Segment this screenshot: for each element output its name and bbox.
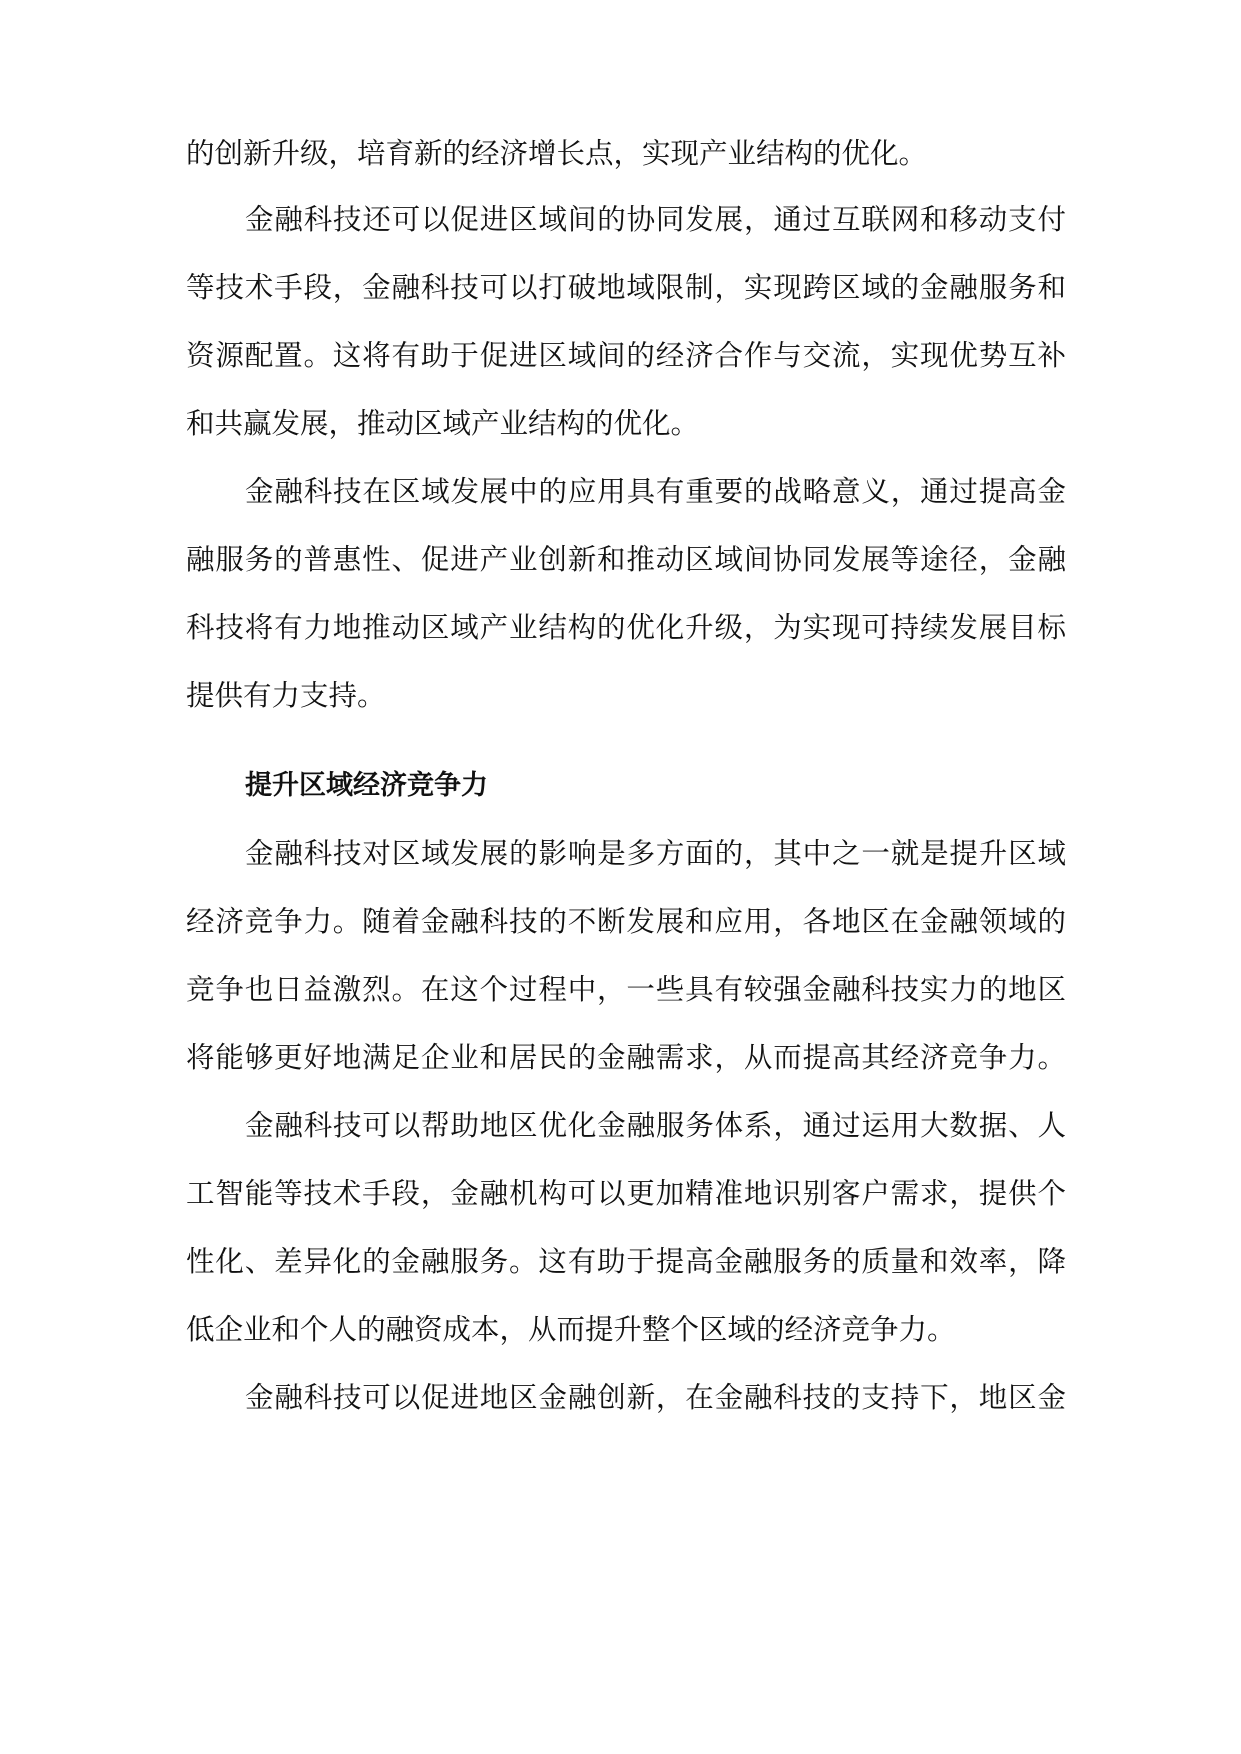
text-line: 工智能等技术手段，金融机构可以更加精准地识别客户需求，提供个 (186, 1177, 1066, 1210)
text-line: 资源配置。这将有助于促进区域间的经济合作与交流，实现优势互补 (186, 339, 1066, 372)
text-line: 等技术手段，金融科技可以打破地域限制，实现跨区域的金融服务和 (186, 271, 1066, 304)
text-line: 经济竞争力。随着金融科技的不断发展和应用，各地区在金融领域的 (186, 905, 1066, 938)
text-line: 将能够更好地满足企业和居民的金融需求，从而提高其经济竞争力。 (186, 1041, 1066, 1074)
section-heading: 提升区域经济竞争力 (245, 770, 488, 801)
text-line: 金融科技可以帮助地区优化金融服务体系，通过运用大数据、人 (245, 1109, 1066, 1142)
text-line: 金融科技还可以促进区域间的协同发展，通过互联网和移动支付 (245, 203, 1066, 236)
text-line: 金融科技对区域发展的影响是多方面的，其中之一就是提升区域 (245, 837, 1066, 870)
text-line: 性化、差异化的金融服务。这有助于提高金融服务的质量和效率，降 (186, 1245, 1066, 1278)
text-line: 的创新升级，培育新的经济增长点，实现产业结构的优化。 (186, 137, 928, 170)
text-line: 科技将有力地推动区域产业结构的优化升级，为实现可持续发展目标 (186, 611, 1066, 644)
text-line: 低企业和个人的融资成本，从而提升整个区域的经济竞争力。 (186, 1313, 956, 1346)
text-line: 融服务的普惠性、促进产业创新和推动区域间协同发展等途径，金融 (186, 543, 1066, 576)
text-line: 竞争也日益激烈。在这个过程中，一些具有较强金融科技实力的地区 (186, 973, 1066, 1006)
text-line: 和共赢发展，推动区域产业结构的优化。 (186, 407, 700, 440)
text-line: 提供有力支持。 (186, 679, 386, 712)
text-line: 金融科技可以促进地区金融创新，在金融科技的支持下，地区金 (245, 1381, 1066, 1414)
text-line: 金融科技在区域发展中的应用具有重要的战略意义，通过提高金 (245, 475, 1066, 508)
